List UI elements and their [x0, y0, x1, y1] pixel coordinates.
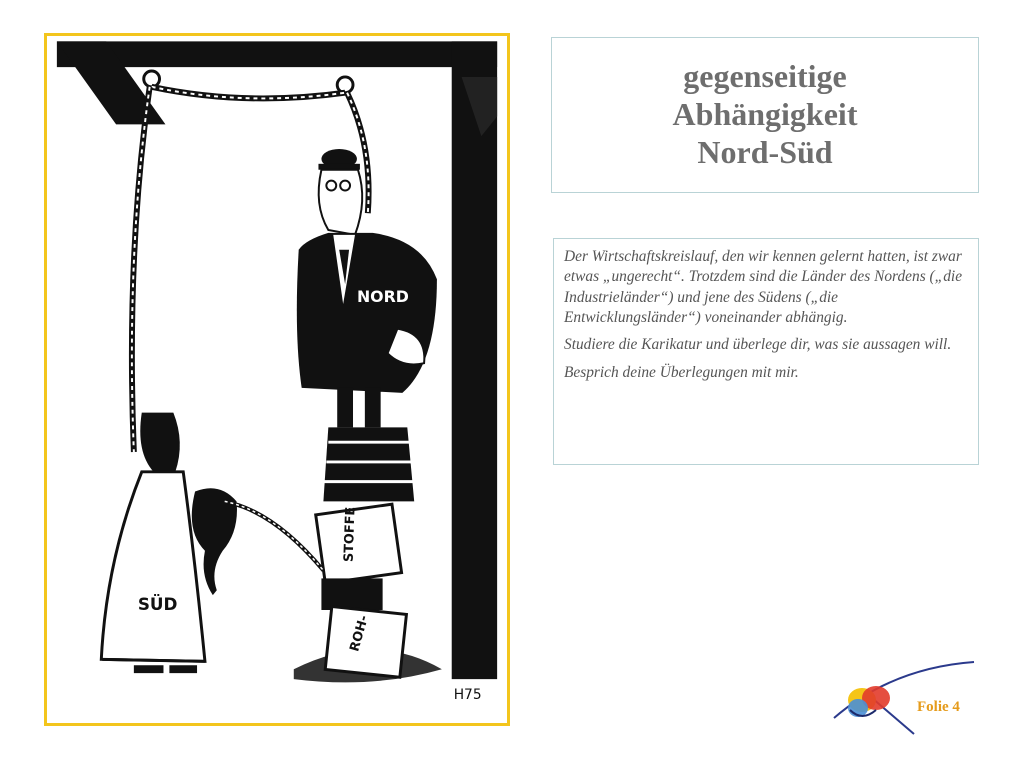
cartoon-image: [44, 33, 510, 726]
slide-number-label: Folie 4: [917, 699, 960, 715]
cartoon-drawing: [47, 36, 507, 723]
task-paragraph-1: Der Wirtschaftskreislauf, den wir kennen gelernt hatten, ist zwar etwas „ungerecht“. Trotzdem sind die Länder des Nordens („die Industrieländer“) und jene des Südens („die Entwicklungsländer“) voneinander abhängig.: [564, 248, 963, 326]
slide-title-line-2: Abhängigkeit: [672, 96, 858, 133]
task-paragraph-3: Besprich deine Überlegungen mit mir.: [564, 363, 799, 381]
task-text-box: [553, 238, 979, 465]
cartoon-label-north: NORD: [356, 287, 409, 307]
cartoon-crate-top-text: STOFFE: [341, 506, 359, 563]
slide-title-line-3: Nord-Süd: [697, 133, 833, 170]
title-box: [551, 37, 979, 193]
slide-title-line-1: gegenseitige: [683, 58, 847, 95]
cartoon-label-south: SÜD: [137, 593, 178, 614]
circles-logo-icon: [832, 658, 977, 736]
slide-title: [673, 58, 858, 171]
cartoon-crate-bottom-text: ROH-: [347, 613, 372, 654]
cartoon-signature: H75: [453, 686, 482, 703]
task-paragraph-2: Studiere die Karikatur und überlege dir, was sie aussagen will.: [564, 336, 952, 354]
